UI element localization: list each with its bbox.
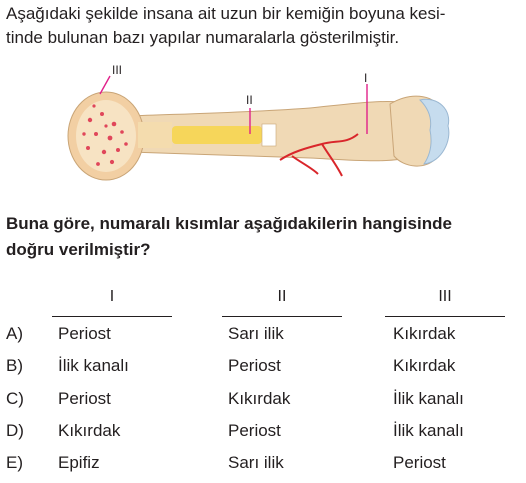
option-cell: Periost	[58, 324, 111, 343]
option-cell: Kıkırdak	[393, 324, 456, 343]
spongy-bone-region	[138, 122, 172, 148]
column-rule-3	[385, 316, 505, 317]
option-cell: Epifiz	[58, 453, 100, 472]
option-cell: Kıkırdak	[393, 356, 456, 375]
column-header-1: I	[109, 288, 115, 305]
option-a[interactable]	[0, 324, 526, 354]
option-cell: Periost	[228, 421, 281, 440]
intro-line-1: Aşağıdaki şekilde insana ait uzun bir kemiğin boyuna kesi-	[6, 4, 446, 23]
column-rule-1	[52, 316, 172, 317]
option-cell: Kıkırdak	[58, 421, 121, 440]
option-cell: İlik kanalı	[393, 389, 464, 408]
left-epiphysis-spongy	[76, 100, 136, 172]
figure-label-1: I	[364, 71, 368, 85]
figure-label-3: III	[112, 64, 123, 77]
option-cell: Kıkırdak	[228, 389, 291, 408]
option-letter: D)	[6, 421, 24, 440]
option-cell: Sarı ilik	[228, 453, 284, 472]
question-line-1: Buna göre, numaralı kısımlar aşağıdakilerin hangisinde	[6, 214, 452, 233]
option-e[interactable]	[0, 453, 526, 483]
option-letter: E)	[6, 453, 23, 472]
option-cell: Sarı ilik	[228, 324, 284, 343]
intro-line-2: tinde bulunan bazı yapılar numaralarla gösterilmiştir.	[6, 28, 400, 47]
option-d[interactable]	[0, 421, 526, 451]
option-cell: İlik kanalı	[393, 421, 464, 440]
column-header-3: III	[438, 288, 452, 305]
option-cell: Periost	[58, 389, 111, 408]
question-intro	[6, 2, 520, 50]
option-cell: Periost	[228, 356, 281, 375]
medullary-cavity-cut	[262, 124, 276, 146]
question-stem	[6, 211, 520, 263]
column-header-2: II	[277, 288, 287, 305]
figure-label-2: II	[246, 93, 253, 107]
option-cell: Periost	[393, 453, 446, 472]
option-letter: A)	[6, 324, 23, 343]
option-cell: İlik kanalı	[58, 356, 129, 375]
option-letter: C)	[6, 389, 24, 408]
option-b[interactable]	[0, 356, 526, 386]
yellow-marrow	[172, 126, 262, 144]
option-letter: B)	[6, 356, 23, 375]
bone-cross-section-figure	[60, 64, 450, 200]
question-line-2: doğru verilmiştir?	[6, 240, 151, 259]
column-rule-2	[222, 316, 342, 317]
option-c[interactable]	[0, 389, 526, 419]
